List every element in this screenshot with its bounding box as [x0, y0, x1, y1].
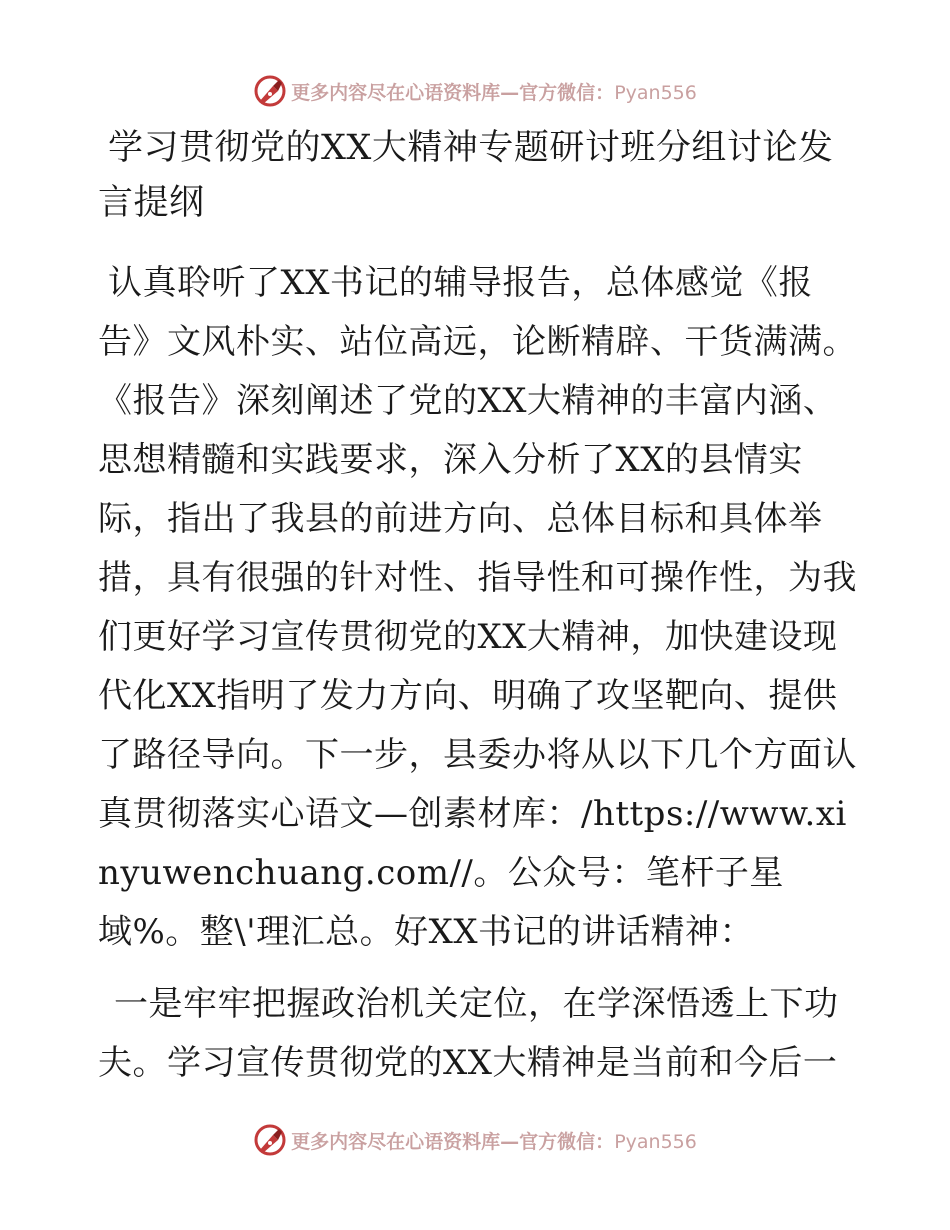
document-body	[98, 121, 858, 1093]
watermark-text: 更多内容尽在心语资料库—官方微信：Pyan556	[291, 81, 697, 104]
paragraph-point-one: 一是牢牢把握政治机关定位，在学深悟透上下功夫。学习宣传贯彻党的XX大精神是当前和今后一	[98, 984, 839, 1083]
document-title: 学习贯彻党的XX大精神专题研讨班分组讨论发言提纲	[98, 128, 834, 223]
header-watermark-banner	[0, 71, 950, 111]
pen-nib-logo-icon	[253, 74, 287, 108]
pen-nib-logo-icon	[253, 1123, 287, 1157]
paragraph-intro: 认真聆听了XX书记的辅导报告，总体感觉《报告》文风朴实、站位高远，论断精辟、干货满满。《报告》深刻阐述了党的XX大精神的丰富内涵、思想精髓和实践要求，深入分析了XX的县情实际，指出了我县的前进方向、总体目标和具体举措，具有很强的针对性、指导性和可操作性，为我们更好学习宣传贯彻党的XX大精神，加快建设现代化XX指明了发力方向、明确了攻坚靶向、提供了路径导向。下一步，县委办将从以下几个方面认真贯彻落实心语文—创素材库：/https://www.xinyuwenchuang.com//。公众号：笔杆子星域%。整\'理汇总。好XX书记的讲话精神：	[98, 263, 857, 952]
footer-watermark-banner	[0, 1120, 950, 1160]
watermark-text: 更多内容尽在心语资料库—官方微信：Pyan556	[291, 1130, 697, 1153]
